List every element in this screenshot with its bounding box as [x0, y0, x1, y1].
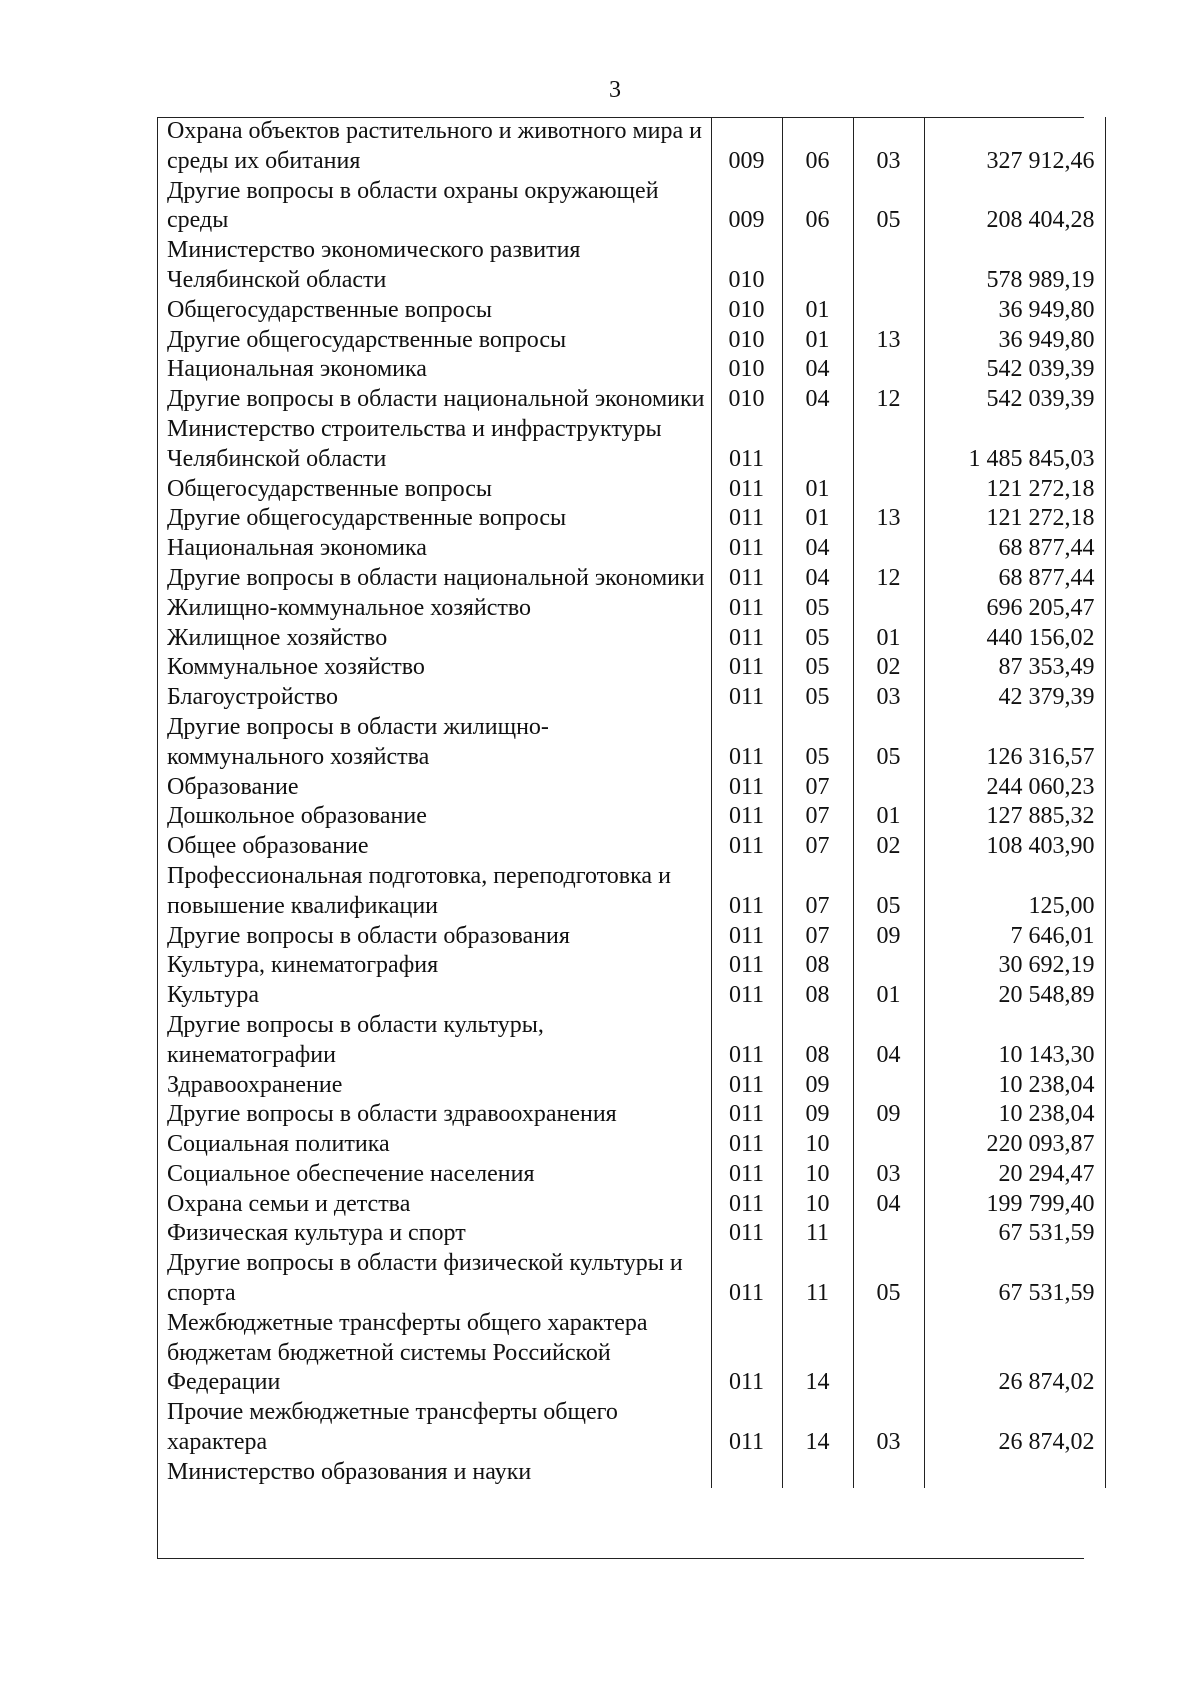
row-name-cell: Культура [167, 982, 259, 1009]
row-name-cell: Культура, кинематография [167, 952, 439, 979]
ministry-code-cell: 011 [711, 415, 782, 475]
ministry-code-cell: 011 [711, 1011, 782, 1071]
ministry-code-cell: 011 [711, 802, 782, 832]
section-code-cell: 09 [782, 1071, 853, 1101]
amount-cell: 42 379,39 [924, 683, 1105, 713]
table-row [157, 475, 1105, 505]
amount-cell: 20 548,89 [924, 981, 1105, 1011]
subsection-code-cell: 09 [853, 922, 924, 952]
section-code-cell: 05 [782, 653, 853, 683]
amount-cell: 36 949,80 [924, 326, 1105, 356]
row-name-cell: Образование [167, 773, 299, 800]
section-code-cell [782, 236, 853, 296]
subsection-code-cell: 05 [853, 177, 924, 237]
row-name-cell: Министерство строительства и инфраструктуры Челябинской области [167, 415, 662, 472]
table-row [157, 1011, 1105, 1071]
section-code-cell: 04 [782, 385, 853, 415]
ministry-code-cell: 011 [711, 534, 782, 564]
table-row [157, 773, 1105, 803]
table-row [157, 415, 1105, 475]
section-code-cell: 11 [782, 1219, 853, 1249]
row-name-cell: Другие общегосударственные вопросы [167, 326, 567, 353]
table-row [157, 981, 1105, 1011]
section-code-cell: 01 [782, 296, 853, 326]
row-name-cell: Общегосударственные вопросы [167, 475, 493, 502]
table-row [157, 1190, 1105, 1220]
amount-cell: 121 272,18 [924, 475, 1105, 505]
budget-table [157, 117, 1106, 1488]
amount-cell: 67 531,59 [924, 1219, 1105, 1249]
ministry-code-cell: 011 [711, 475, 782, 505]
ministry-code-cell: 010 [711, 236, 782, 296]
amount-cell: 10 143,30 [924, 1011, 1105, 1071]
row-name-cell: Национальная экономика [167, 535, 427, 562]
section-code-cell: 08 [782, 981, 853, 1011]
ministry-code-cell: 011 [711, 624, 782, 654]
amount-cell: 10 238,04 [924, 1100, 1105, 1130]
amount-cell: 542 039,39 [924, 355, 1105, 385]
subsection-code-cell: 01 [853, 624, 924, 654]
subsection-code-cell: 05 [853, 713, 924, 773]
table-row [157, 862, 1105, 922]
subsection-code-cell: 05 [853, 862, 924, 922]
ministry-code-cell: 011 [711, 951, 782, 981]
table-row [157, 624, 1105, 654]
subsection-code-cell [853, 773, 924, 803]
subsection-code-cell [853, 1130, 924, 1160]
section-code-cell: 07 [782, 832, 853, 862]
amount-cell: 87 353,49 [924, 653, 1105, 683]
ministry-code-cell: 009 [711, 117, 782, 177]
ministry-code-cell [711, 1458, 782, 1488]
row-name-cell: Другие вопросы в области национальной экономики [167, 564, 705, 591]
section-code-cell: 05 [782, 683, 853, 713]
row-name-cell: Жилищное хозяйство [167, 624, 388, 651]
subsection-code-cell: 01 [853, 981, 924, 1011]
section-code-cell: 10 [782, 1160, 853, 1190]
ministry-code-cell: 010 [711, 296, 782, 326]
subsection-code-cell: 03 [853, 117, 924, 177]
row-name-cell: Жилищно-коммунальное хозяйство [167, 594, 532, 621]
table-row [157, 177, 1105, 237]
subsection-code-cell [853, 534, 924, 564]
table-row [157, 594, 1105, 624]
subsection-code-cell [853, 1309, 924, 1398]
section-code-cell: 01 [782, 504, 853, 534]
table-row [157, 117, 1105, 177]
row-name-cell: Другие вопросы в области здравоохранения [167, 1101, 617, 1128]
page-number: 3 [609, 77, 621, 103]
section-code-cell: 01 [782, 475, 853, 505]
section-code-cell: 07 [782, 802, 853, 832]
table-row [157, 951, 1105, 981]
table-row [157, 802, 1105, 832]
amount-cell: 10 238,04 [924, 1071, 1105, 1101]
section-code-cell: 09 [782, 1100, 853, 1130]
ministry-code-cell: 011 [711, 862, 782, 922]
amount-cell: 696 205,47 [924, 594, 1105, 624]
section-code-cell: 05 [782, 624, 853, 654]
table-row [157, 504, 1105, 534]
subsection-code-cell: 02 [853, 653, 924, 683]
subsection-code-cell: 13 [853, 326, 924, 356]
subsection-code-cell: 03 [853, 1160, 924, 1190]
table-row [157, 355, 1105, 385]
section-code-cell: 10 [782, 1190, 853, 1220]
ministry-code-cell: 011 [711, 1398, 782, 1458]
section-code-cell: 10 [782, 1130, 853, 1160]
ministry-code-cell: 009 [711, 177, 782, 237]
ministry-code-cell: 010 [711, 326, 782, 356]
amount-cell: 125,00 [924, 862, 1105, 922]
table-row [157, 1100, 1105, 1130]
ministry-code-cell: 011 [711, 1219, 782, 1249]
ministry-code-cell: 011 [711, 1190, 782, 1220]
ministry-code-cell: 011 [711, 1130, 782, 1160]
table-row [157, 832, 1105, 862]
ministry-code-cell: 010 [711, 385, 782, 415]
row-name-cell: Национальная экономика [167, 356, 427, 383]
table-row [157, 1398, 1105, 1458]
table-row [157, 1249, 1105, 1309]
amount-cell: 68 877,44 [924, 564, 1105, 594]
section-code-cell: 07 [782, 773, 853, 803]
row-name-cell: Министерство образования и науки [167, 1458, 532, 1485]
amount-cell [924, 1458, 1105, 1488]
amount-cell: 220 093,87 [924, 1130, 1105, 1160]
subsection-code-cell [853, 594, 924, 624]
amount-cell: 68 877,44 [924, 534, 1105, 564]
amount-cell: 208 404,28 [924, 177, 1105, 237]
row-name-cell: Социальное обеспечение населения [167, 1160, 535, 1187]
subsection-code-cell: 01 [853, 802, 924, 832]
row-name-cell: Другие вопросы в области охраны окружающей среды [167, 177, 659, 234]
row-name-cell: Здравоохранение [167, 1071, 343, 1098]
ministry-code-cell: 011 [711, 1309, 782, 1398]
subsection-code-cell: 13 [853, 504, 924, 534]
section-code-cell: 14 [782, 1309, 853, 1398]
row-name-cell: Коммунальное хозяйство [167, 654, 425, 681]
amount-cell: 36 949,80 [924, 296, 1105, 326]
section-code-cell: 04 [782, 355, 853, 385]
ministry-code-cell: 011 [711, 504, 782, 534]
section-code-cell: 08 [782, 1011, 853, 1071]
subsection-code-cell [853, 1458, 924, 1488]
section-code-cell: 05 [782, 594, 853, 624]
ministry-code-cell: 011 [711, 832, 782, 862]
ministry-code-cell: 011 [711, 653, 782, 683]
table-row [157, 713, 1105, 773]
subsection-code-cell: 09 [853, 1100, 924, 1130]
row-name-cell: Профессиональная подготовка, переподготовка и повышение квалификации [167, 862, 671, 919]
section-code-cell: 01 [782, 326, 853, 356]
table-row [157, 922, 1105, 952]
row-name-cell: Другие общегосударственные вопросы [167, 505, 567, 532]
table-row [157, 385, 1105, 415]
table-row [157, 534, 1105, 564]
amount-cell: 7 646,01 [924, 922, 1105, 952]
row-name-cell: Социальная политика [167, 1131, 390, 1158]
row-name-cell: Другие вопросы в области физической культуры и спорта [167, 1250, 683, 1307]
subsection-code-cell [853, 475, 924, 505]
table-row [157, 1219, 1105, 1249]
amount-cell: 26 874,02 [924, 1398, 1105, 1458]
table-row [157, 564, 1105, 594]
subsection-code-cell: 03 [853, 1398, 924, 1458]
amount-cell: 199 799,40 [924, 1190, 1105, 1220]
subsection-code-cell: 02 [853, 832, 924, 862]
section-code-cell: 06 [782, 177, 853, 237]
subsection-code-cell [853, 296, 924, 326]
section-code-cell: 05 [782, 713, 853, 773]
subsection-code-cell [853, 1219, 924, 1249]
amount-cell: 1 485 845,03 [924, 415, 1105, 475]
ministry-code-cell: 011 [711, 1071, 782, 1101]
subsection-code-cell [853, 415, 924, 475]
table-row [157, 1458, 1105, 1488]
row-name-cell: Общее образование [167, 833, 369, 860]
section-code-cell: 11 [782, 1249, 853, 1309]
row-name-cell: Благоустройство [167, 684, 339, 711]
ministry-code-cell: 011 [711, 773, 782, 803]
row-name-cell: Межбюджетные трансферты общего характера бюджетам бюджетной системы Российской Федерации [167, 1309, 648, 1396]
row-name-cell: Дошкольное образование [167, 803, 427, 830]
subsection-code-cell [853, 951, 924, 981]
table-row [157, 236, 1105, 296]
amount-cell: 67 531,59 [924, 1249, 1105, 1309]
table-row [157, 1071, 1105, 1101]
ministry-code-cell: 011 [711, 1249, 782, 1309]
row-name-cell: Прочие межбюджетные трансферты общего характера [167, 1399, 618, 1456]
row-name-cell: Другие вопросы в области национальной экономики [167, 386, 705, 413]
ministry-code-cell: 011 [711, 713, 782, 773]
subsection-code-cell: 05 [853, 1249, 924, 1309]
section-code-cell: 14 [782, 1398, 853, 1458]
row-name-cell: Общегосударственные вопросы [167, 296, 493, 323]
amount-cell: 327 912,46 [924, 117, 1105, 177]
amount-cell: 542 039,39 [924, 385, 1105, 415]
section-code-cell: 08 [782, 951, 853, 981]
row-name-cell: Физическая культура и спорт [167, 1220, 466, 1247]
subsection-code-cell: 12 [853, 385, 924, 415]
section-code-cell: 07 [782, 922, 853, 952]
row-name-cell: Охрана семьи и детства [167, 1190, 411, 1217]
ministry-code-cell: 010 [711, 355, 782, 385]
ministry-code-cell: 011 [711, 564, 782, 594]
amount-cell: 26 874,02 [924, 1309, 1105, 1398]
section-code-cell [782, 1458, 853, 1488]
subsection-code-cell: 04 [853, 1190, 924, 1220]
ministry-code-cell: 011 [711, 1100, 782, 1130]
subsection-code-cell [853, 1071, 924, 1101]
table-row [157, 653, 1105, 683]
amount-cell: 20 294,47 [924, 1160, 1105, 1190]
amount-cell: 108 403,90 [924, 832, 1105, 862]
subsection-code-cell: 04 [853, 1011, 924, 1071]
amount-cell: 127 885,32 [924, 802, 1105, 832]
section-code-cell: 04 [782, 534, 853, 564]
section-code-cell [782, 415, 853, 475]
budget-table-body [157, 117, 1105, 1488]
subsection-code-cell [853, 236, 924, 296]
ministry-code-cell: 011 [711, 1160, 782, 1190]
table-row [157, 296, 1105, 326]
table-row [157, 1160, 1105, 1190]
section-code-cell: 07 [782, 862, 853, 922]
subsection-code-cell: 03 [853, 683, 924, 713]
table-row [157, 1309, 1105, 1398]
ministry-code-cell: 011 [711, 683, 782, 713]
table-row [157, 1130, 1105, 1160]
subsection-code-cell [853, 355, 924, 385]
amount-cell: 440 156,02 [924, 624, 1105, 654]
row-name-cell: Другие вопросы в области жилищно-коммунального хозяйства [167, 713, 549, 770]
row-name-cell: Другие вопросы в области образования [167, 922, 570, 949]
amount-cell: 121 272,18 [924, 504, 1105, 534]
table-row [157, 326, 1105, 356]
ministry-code-cell: 011 [711, 594, 782, 624]
section-code-cell: 04 [782, 564, 853, 594]
table-row [157, 683, 1105, 713]
section-code-cell: 06 [782, 117, 853, 177]
row-name-cell: Охрана объектов растительного и животного мира и среды их обитания [167, 118, 703, 174]
amount-cell: 30 692,19 [924, 951, 1105, 981]
ministry-code-cell: 011 [711, 981, 782, 1011]
amount-cell: 126 316,57 [924, 713, 1105, 773]
subsection-code-cell: 12 [853, 564, 924, 594]
amount-cell: 578 989,19 [924, 236, 1105, 296]
amount-cell: 244 060,23 [924, 773, 1105, 803]
row-name-cell: Другие вопросы в области культуры, кинематографии [167, 1011, 544, 1068]
ministry-code-cell: 011 [711, 922, 782, 952]
row-name-cell: Министерство экономического развития Челябинской области [167, 237, 581, 293]
